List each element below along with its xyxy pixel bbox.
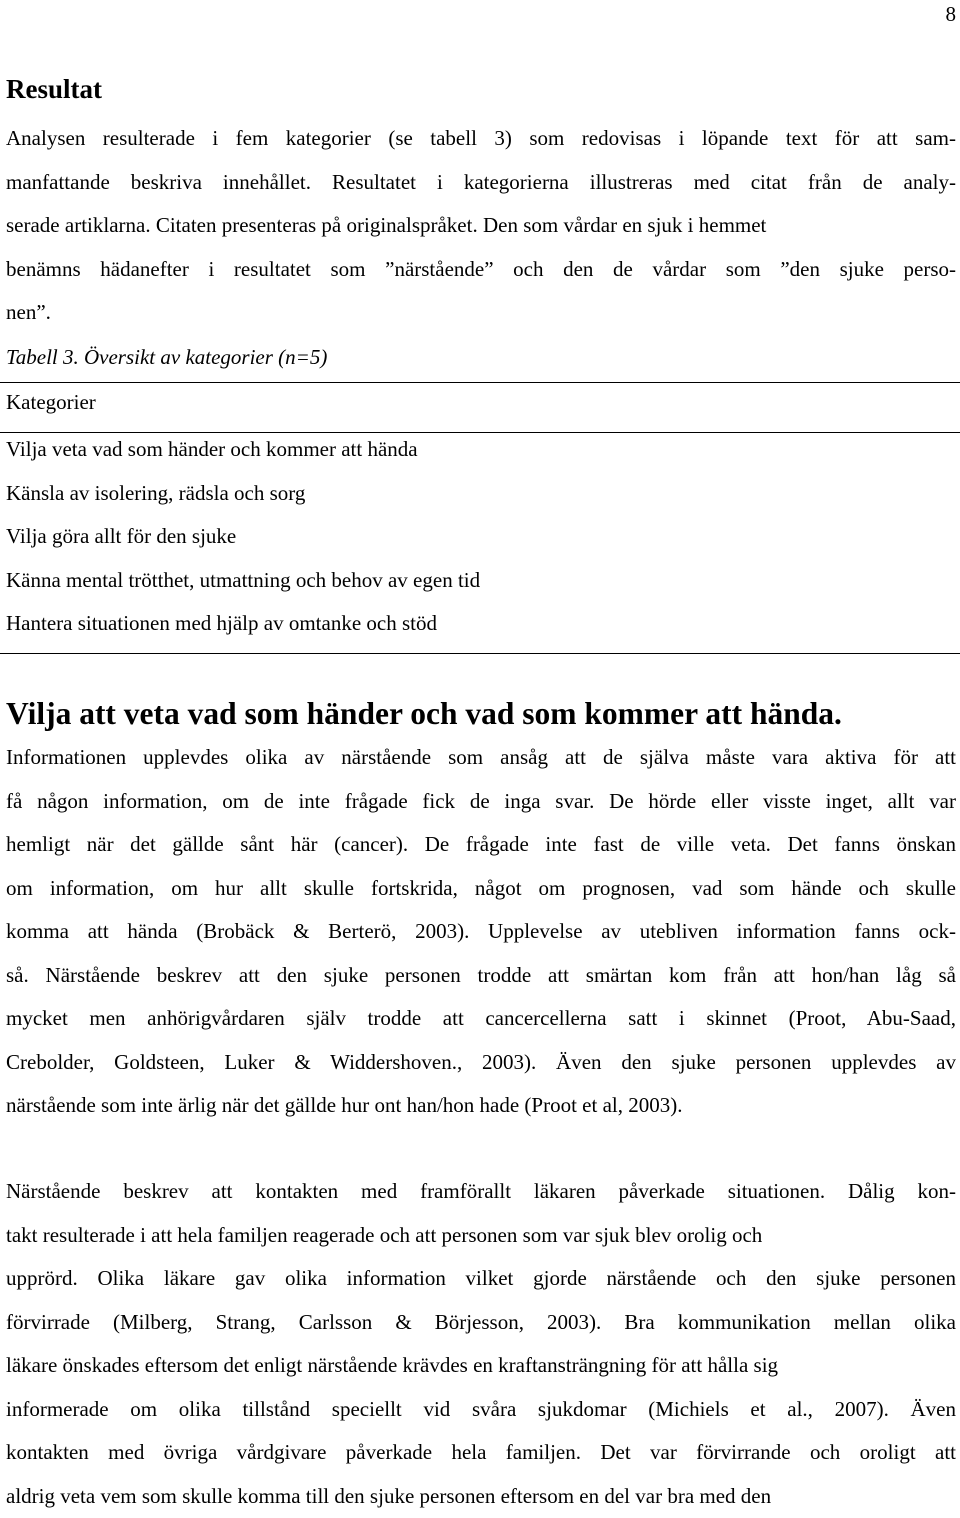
text-line: läkare önskades eftersom det enligt närstående krävdes en kraftansträngning för att hålla sig [6, 1344, 956, 1388]
table-row: Hantera situationen med hjälp av omtanke och stöd [6, 602, 480, 646]
paragraph-1 [6, 736, 956, 1128]
text-line: komma att hända (Brobäck & Berterö, 2003). Upplevelse av utebliven information fanns ock- [6, 910, 956, 954]
table-bottom-rule [0, 653, 960, 654]
text-line: få någon information, om de inte frågade fick de inga svar. De hörde eller visste inget, allt var [6, 780, 956, 824]
table-top-rule [0, 382, 960, 383]
page-number: 8 [946, 2, 957, 26]
text-line: benämns hädanefter i resultatet som ”närstående” och den de vårdar som ”den sjuke perso- [6, 248, 956, 292]
intro-paragraph [6, 117, 956, 335]
text-line: takt resulterade i att hela familjen reagerade och att personen som var sjuk blev orolig och [6, 1214, 956, 1258]
text-line: aldrig veta vem som skulle komma till den sjuke personen eftersom en del var bra med den [6, 1475, 956, 1518]
text-line: om information, om hur allt skulle fortskrida, något om prognosen, vad som hände och skulle [6, 867, 956, 911]
text-line: upprörd. Olika läkare gav olika information vilket gjorde närstående och den sjuke personen [6, 1257, 956, 1301]
text-line: hemligt när det gällde sånt här (cancer). De frågade inte fast de ville veta. Det fanns önskan [6, 823, 956, 867]
text-line: närstående som inte ärlig när det gällde hur ont han/hon hade (Proot et al, 2003). [6, 1084, 956, 1128]
table-row: Vilja göra allt för den sjuke [6, 515, 480, 559]
text-line: manfattande beskriva innehållet. Resultatet i kategorierna illustreras med citat från de analy- [6, 161, 956, 205]
text-line: informerade om olika tillstånd speciellt vid svåra sjukdomar (Michiels et al., 2007). Även [6, 1388, 956, 1432]
text-line: Crebolder, Goldsteen, Luker & Widdershoven., 2003). Även den sjuke personen upplevdes av [6, 1041, 956, 1085]
text-line: mycket men anhörigvårdaren själv trodde att cancercellerna satt i skinnet (Proot, Abu-Saad, [6, 997, 956, 1041]
table-row: Vilja veta vad som händer och kommer att hända [6, 428, 480, 472]
table-caption: Tabell 3. Översikt av kategorier (n=5) [6, 336, 327, 380]
subheading: Vilja att veta vad som händer och vad som kommer att hända. [6, 694, 842, 734]
paragraph-2 [6, 1170, 956, 1518]
text-line: serade artiklarna. Citaten presenteras på originalspråket. Den som vårdar en sjuk i hemmet [6, 204, 956, 248]
text-line: förvirrade (Milberg, Strang, Carlsson & Börjesson, 2003). Bra kommunikation mellan olika [6, 1301, 956, 1345]
text-line: Närstående beskrev att kontakten med framförallt läkaren påverkade situationen. Dålig kon- [6, 1170, 956, 1214]
text-line: Informationen upplevdes olika av närstående som ansåg att de själva måste vara aktiva för att [6, 736, 956, 780]
text-line: kontakten med övriga vårdgivare påverkade hela familjen. Det var förvirrande och oroligt att [6, 1431, 956, 1475]
text-line: Analysen resulterade i fem kategorier (se tabell 3) som redovisas i löpande text för att sam- [6, 117, 956, 161]
table-header: Kategorier [6, 382, 96, 422]
text-line: så. Närstående beskrev att den sjuke personen trodde att smärtan kom från att hon/han låg så [6, 954, 956, 998]
category-list [6, 428, 480, 646]
text-line: nen”. [6, 291, 956, 335]
section-title: Resultat [6, 72, 102, 106]
table-row: Känna mental trötthet, utmattning och behov av egen tid [6, 559, 480, 603]
table-row: Känsla av isolering, rädsla och sorg [6, 472, 480, 516]
